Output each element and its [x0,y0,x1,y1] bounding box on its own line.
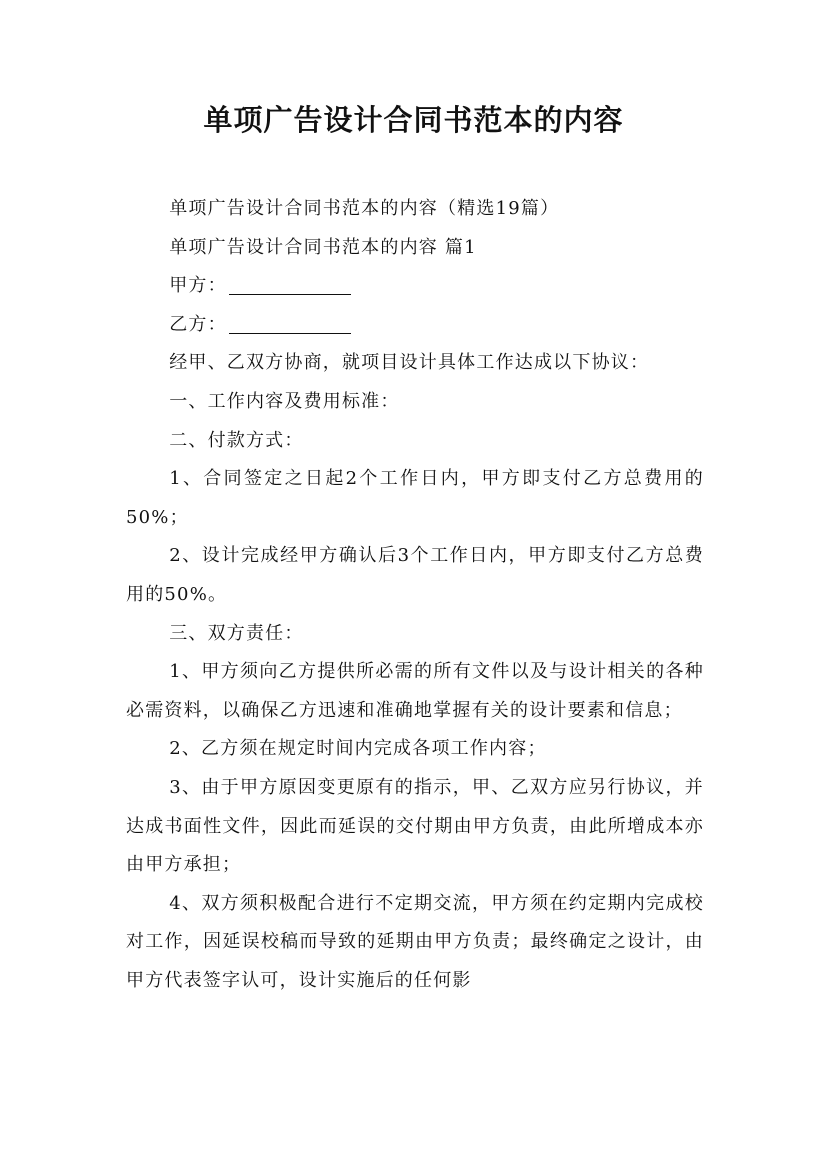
party-a-label: 甲方： [169,275,227,297]
clause-2-heading: 二、付款方式： [169,429,304,451]
intro-paragraph: 经甲、乙双方协商，就项目设计具体工作达成以下协议： [169,352,650,374]
duty-item-1: 1、甲方须向乙方提供所必需的所有文件以及与设计相关的各种必需资料，以确保乙方迅速和准确地掌握有关的设计要素和信息； [126,661,704,721]
party-a-line [126,267,704,306]
payment-item-1: 1、合同签定之日起2个工作日内，甲方即支付乙方总费用的50%； [126,468,704,528]
clause-3-heading: 三、双方责任： [169,622,304,644]
duty-item-4: 4、双方须积极配合进行不定期交流，甲方须在约定期内完成校对工作，因延误校稿而导致的延期由甲方负责；最终确定之设计，由甲方代表签字认可，设计实施后的任何影 [126,892,704,991]
section-heading: 单项广告设计合同书范本的内容 篇1 [169,236,477,258]
document-body [126,190,704,1000]
payment-item-2: 2、设计完成经甲方确认后3个工作日内，甲方即支付乙方总费用的50%。 [126,545,704,605]
duty-item-3: 3、由于甲方原因变更原有的指示，甲、乙双方应另行协议，并达成书面性文件，因此而延误的交付期由甲方负责，由此所增成本亦由甲方承担； [126,776,704,876]
party-b-label: 乙方： [169,313,227,335]
document-title: 单项广告设计合同书范本的内容 [203,103,624,137]
party-b-blank [229,311,351,334]
duty-item-2: 2、乙方须在规定时间内完成各项工作内容； [169,738,547,760]
document-subtitle: 单项广告设计合同书范本的内容（精选19篇） [169,198,560,219]
party-b-line [126,306,704,345]
party-a-blank [229,272,351,295]
clause-1-heading: 一、工作内容及费用标准： [169,390,400,412]
